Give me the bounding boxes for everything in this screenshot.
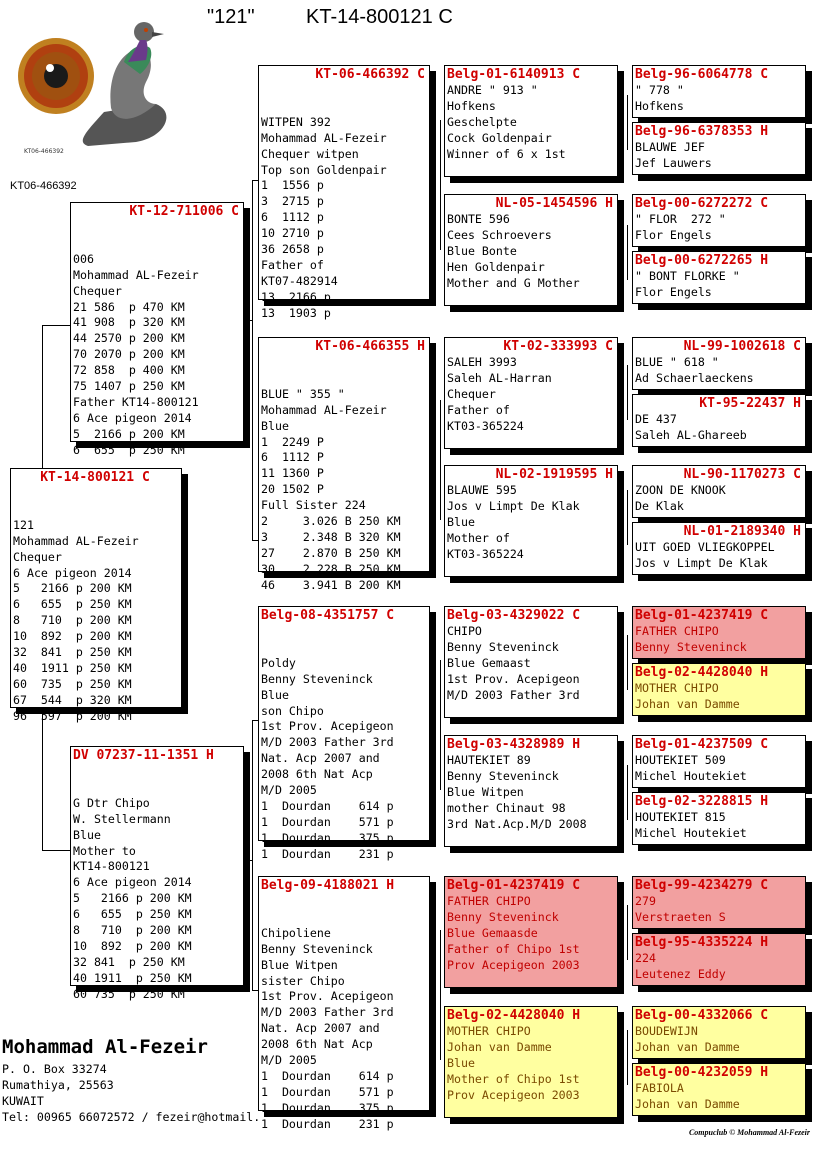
footer-credit: Compuclub © Mohammad Al-Fezeir bbox=[688, 1128, 810, 1137]
pigeon-name: "121" bbox=[207, 6, 255, 28]
gen4-card bbox=[632, 194, 806, 247]
card-lines: HAUTEKIET 89 Benny Steveninck Blue Witpen mother Chinaut 98 3rd Nat.Acp.M/D 2008 bbox=[447, 753, 587, 831]
great-grandparent-card bbox=[444, 1006, 618, 1118]
gen4-card bbox=[632, 606, 806, 659]
card-lines: MOTHER CHIPO Johan van Damme Blue Mother of Chipo 1st Prov Acepigeon 2003 bbox=[447, 1024, 580, 1102]
connector bbox=[42, 325, 43, 470]
subject-ring: KT-14-800121 C bbox=[40, 470, 150, 485]
ring-number: KT-95-22437 H bbox=[699, 396, 801, 411]
ring-number: NL-05-1454596 H bbox=[495, 196, 613, 211]
gen4-card bbox=[632, 792, 806, 845]
card-lines: FATHER CHIPO Benny Steveninck bbox=[635, 624, 747, 654]
ring-number: Belg-02-4428040 H bbox=[635, 665, 769, 680]
card-lines: " BONT FLORKE " Flor Engels bbox=[635, 269, 740, 299]
sire-lines: 006 Mohammad AL-Fezeir Chequer 21 586 p 470 KM 41 908 p 320 KM 44 2570 p 200 KM 70 2070 p 200 KM 72 858 p 400 KM 75 1407 p 250 KM Father KT14-800121 6 Ace pigeon 2014 5 2166 p 200 KM 6 655 p 250 KM bbox=[73, 251, 199, 457]
connector bbox=[440, 930, 441, 1060]
connector bbox=[627, 905, 628, 960]
connector bbox=[244, 860, 252, 861]
ring-number: Belg-02-3228815 H bbox=[635, 794, 769, 809]
great-grandparent-card bbox=[444, 876, 618, 988]
dam-ring: DV 07237-11-1351 H bbox=[73, 748, 214, 763]
dam-card bbox=[70, 746, 244, 1001]
card-lines: HOUTEKIET 509 Michel Houtekiet bbox=[635, 753, 747, 783]
great-grandparent-card bbox=[444, 465, 618, 577]
dam-lines: G Dtr Chipo W. Stellermann Blue Mother to KT14-800121 6 Ace pigeon 2014 5 2166 p 200 KM 6 655 p 250 KM 8 710 p 200 KM 10 892 p 200 KM 32 841 p 250 KM 40 1911 p 250 KM 60 735 p 250 KM bbox=[73, 795, 192, 1001]
card-lines: " FLOR 272 " Flor Engels bbox=[635, 212, 726, 242]
card-lines: DE 437 Saleh AL-Ghareeb bbox=[635, 412, 747, 442]
great-grandparent-card bbox=[444, 735, 618, 847]
ring-number: Belg-95-4335224 H bbox=[635, 935, 769, 950]
eye-icon bbox=[18, 38, 94, 114]
ring-number: Belg-01-6140913 C bbox=[447, 67, 581, 82]
card-lines: 279 Verstraeten S bbox=[635, 894, 726, 924]
gen4-card bbox=[632, 933, 806, 986]
ring-number: Belg-00-6272265 H bbox=[635, 253, 769, 268]
connector bbox=[252, 720, 253, 990]
card-lines: MOTHER CHIPO Johan van Damme bbox=[635, 681, 740, 711]
grandparent-card bbox=[258, 606, 430, 861]
ring-number: Belg-01-4237419 C bbox=[635, 608, 769, 623]
card-lines: 224 Leutenez Eddy bbox=[635, 951, 726, 981]
subject-lines: 121 Mohammad AL-Fezeir Chequer 6 Ace pigeon 2014 5 2166 p 200 KM 6 655 p 250 KM 8 710 p 200 KM 10 892 p 200 KM 32 841 p 250 KM 40 1911 p 250 KM 60 735 p 250 KM 67 544 p 320 KM 96 597 p 200 KM bbox=[13, 517, 139, 723]
connector bbox=[627, 225, 628, 280]
grandparent-card bbox=[258, 876, 430, 1131]
card-lines: Poldy Benny Steveninck Blue son Chipo 1st Prov. Acepigeon M/D 2003 Father 3rd Nat. Acp 2007 and 2008 6th Nat Acp M/D 2005 1 Dourdan 614 p 1 Dourdan 571 p 1 Dourdan 375 p 1 Dourdan 231 p bbox=[261, 655, 394, 861]
ring-number: Belg-03-4328989 H bbox=[447, 737, 581, 752]
ring-number: NL-02-1919595 H bbox=[495, 467, 613, 482]
card-lines: BLUE " 618 " Ad Schaerlaeckens bbox=[635, 355, 754, 385]
owner-address: P. O. Box 33274 bbox=[2, 1062, 107, 1076]
connector bbox=[440, 120, 441, 250]
ring-number: NL-01-2189340 H bbox=[683, 524, 801, 539]
card-lines: HOUTEKIET 815 Michel Houtekiet bbox=[635, 810, 747, 840]
pigeon-photo bbox=[16, 12, 176, 162]
connector bbox=[440, 400, 441, 520]
ring-number: Belg-03-4329022 C bbox=[447, 608, 581, 623]
connector bbox=[627, 95, 628, 150]
ring-number: Belg-00-4332066 C bbox=[635, 1008, 769, 1023]
connector bbox=[42, 325, 70, 326]
pigeon-ring-header: KT-14-800121 C bbox=[306, 6, 453, 28]
sire-card bbox=[70, 202, 244, 457]
ring-number: NL-99-1002618 C bbox=[683, 339, 801, 354]
gen4-card bbox=[632, 735, 806, 788]
ring-number: NL-90-1170273 C bbox=[683, 467, 801, 482]
card-lines: CHIPO Benny Steveninck Blue Gemaast 1st Prov. Acepigeon M/D 2003 Father 3rd bbox=[447, 624, 580, 702]
card-lines: Chipoliene Benny Steveninck Blue Witpen sister Chipo 1st Prov. Acepigeon M/D 2003 Father 3rd Nat. Acp 2007 and 2008 6th Nat Acp M/D 2005 1 Dourdan 614 p 1 Dourdan 571 p 1 Dourdan 375 p 1 Dourdan 231 p bbox=[261, 925, 394, 1131]
connector bbox=[440, 660, 441, 790]
gen4-card bbox=[632, 522, 806, 575]
ring-number: Belg-00-4232059 H bbox=[635, 1065, 769, 1080]
card-lines: FATHER CHIPO Benny Steveninck Blue Gemaasde Father of Chipo 1st Prov Acepigeon 2003 bbox=[447, 894, 580, 972]
ring-number: Belg-02-4428040 H bbox=[447, 1008, 581, 1023]
connector bbox=[627, 765, 628, 820]
subject-card bbox=[10, 468, 182, 723]
photo-caption: KT06-466392 bbox=[10, 180, 77, 192]
ring-number: Belg-01-4237509 C bbox=[635, 737, 769, 752]
ring-number: Belg-99-4234279 C bbox=[635, 878, 769, 893]
ring-number: KT-06-466392 C bbox=[315, 67, 425, 82]
photo-small-print: KT06-466392 bbox=[24, 148, 64, 155]
great-grandparent-card bbox=[444, 65, 618, 177]
card-lines: SALEH 3993 Saleh AL-Harran Chequer Father of KT03-365224 bbox=[447, 355, 552, 433]
card-lines: FABIOLA Johan van Damme bbox=[635, 1081, 740, 1111]
gen4-card bbox=[632, 251, 806, 304]
ring-number: Belg-96-6378353 H bbox=[635, 124, 769, 139]
ring-number: Belg-08-4351757 C bbox=[261, 608, 395, 623]
owner-contact: Tel: 00965 66072572 / fezeir@hotmail. bbox=[2, 1110, 261, 1124]
great-grandparent-card bbox=[444, 337, 618, 449]
gen4-card bbox=[632, 1006, 806, 1059]
great-grandparent-card bbox=[444, 606, 618, 718]
connector bbox=[252, 180, 253, 540]
owner-address: Rumathiya, 25563 bbox=[2, 1078, 114, 1092]
ring-number: Belg-09-4188021 H bbox=[261, 878, 395, 893]
connector bbox=[244, 320, 252, 321]
grandparent-card bbox=[258, 65, 430, 320]
great-grandparent-card bbox=[444, 194, 618, 306]
card-lines: WITPEN 392 Mohammad AL-Fezeir Chequer witpen Top son Goldenpair 1 1556 p 3 2715 p 6 1112 p 10 2710 p 36 2658 p Father of KT07-482914 13 2166 p 13 1903 p bbox=[261, 114, 387, 320]
connector bbox=[627, 490, 628, 545]
connector bbox=[42, 850, 70, 851]
gen4-card bbox=[632, 337, 806, 390]
gen4-card bbox=[632, 876, 806, 929]
connector bbox=[627, 365, 628, 420]
ring-number: KT-02-333993 C bbox=[503, 339, 613, 354]
card-lines: " 778 " Hofkens bbox=[635, 83, 684, 113]
gen4-card bbox=[632, 122, 806, 175]
gen4-card bbox=[632, 663, 806, 716]
card-lines: ANDRE " 913 " Hofkens Geschelpte Cock Goldenpair Winner of 6 x 1st bbox=[447, 83, 566, 161]
card-lines: BLAUWE JEF Jef Lauwers bbox=[635, 140, 712, 170]
ring-number: Belg-01-4237419 C bbox=[447, 878, 581, 893]
gen4-card bbox=[632, 65, 806, 118]
card-lines: BONTE 596 Cees Schroevers Blue Bonte Hen Goldenpair Mother and G Mother bbox=[447, 212, 580, 290]
pigeon-icon bbox=[83, 22, 167, 146]
ring-number: KT-06-466355 H bbox=[315, 339, 425, 354]
owner-address: KUWAIT bbox=[2, 1094, 44, 1108]
connector bbox=[627, 635, 628, 690]
gen4-card bbox=[632, 394, 806, 447]
card-lines: ZOON DE KNOOK De Klak bbox=[635, 483, 726, 513]
ring-number: Belg-00-6272272 C bbox=[635, 196, 769, 211]
owner-name: Mohammad Al-Fezeir bbox=[2, 1036, 208, 1058]
gen4-card bbox=[632, 465, 806, 518]
ring-number: Belg-96-6064778 C bbox=[635, 67, 769, 82]
card-lines: UIT GOED VLIEGKOPPEL Jos v Limpt De Klak bbox=[635, 540, 775, 570]
card-lines: BLAUWE 595 Jos v Limpt De Klak Blue Mother of KT03-365224 bbox=[447, 483, 580, 561]
gen4-card bbox=[632, 1063, 806, 1116]
card-lines: BOUDEWIJN Johan van Damme bbox=[635, 1024, 740, 1054]
connector bbox=[627, 1030, 628, 1085]
sire-ring: KT-12-711006 C bbox=[129, 204, 239, 219]
grandparent-card bbox=[258, 337, 430, 592]
card-lines: BLUE " 355 " Mohammad AL-Fezeir Blue 1 2249 P 6 1112 P 11 1360 P 20 1502 P Full Sister 224 2 3.026 B 250 KM 3 2.348 B 320 KM 27 2.870 B 250 KM 30 2.228 B 250 KM 46 3.941 B 200 KM bbox=[261, 386, 401, 592]
